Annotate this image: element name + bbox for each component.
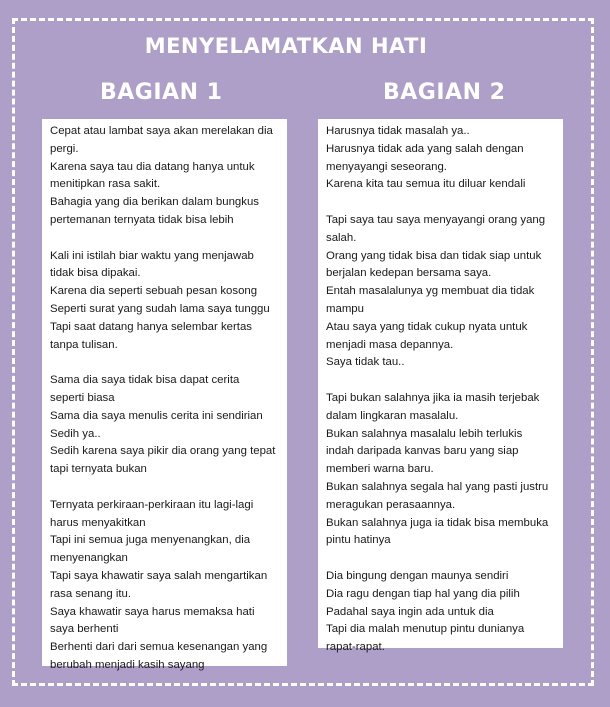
poem-line: dalam lingkaran masalalu.: [326, 409, 459, 422]
poem-line: Bukan salahnya segala hal yang pasti justru: [326, 480, 549, 493]
poem-line: Sedih ya..: [50, 427, 101, 440]
poem-line: pertemanan ternyata tidak bisa lebih: [50, 213, 234, 226]
poem-line: saya berhenti: [50, 623, 119, 636]
poem-line: Bukan salahnya juga ia tidak bisa membuka: [326, 516, 549, 529]
poem-line: tanpa tulisan.: [50, 338, 118, 351]
poem-line: menyayangi seseorang.: [326, 160, 447, 173]
poem-line: Saya khawatir saya harus memaksa hati: [50, 605, 255, 618]
poem-line: Tapi saya tau saya menyayangi orang yang: [326, 213, 546, 226]
poem-line: Sedih karena saya pikir dia orang yang tepat: [50, 445, 276, 458]
poem-line: Bukan salahnya masalalu lebih terlukis: [326, 427, 523, 440]
poem-line: meragukan perasaannya.: [326, 498, 456, 511]
poem-line: Sama dia saya tidak bisa dapat cerita: [50, 374, 240, 387]
poem-line: mampu: [326, 302, 364, 315]
poem-line: Orang yang tidak bisa dan tidak siap untuk: [326, 249, 542, 262]
poem-line: Harusnya tidak masalah ya..: [326, 125, 470, 137]
poem-line: Tapi dia malah menutup pintu dunianya: [326, 623, 525, 636]
poem-line: Padahal saya ingin ada untuk dia: [326, 605, 494, 618]
stanza-break: [326, 550, 563, 568]
stanza-break: [50, 354, 287, 372]
poem-line: Berhenti dari dari semua kesenangan yang: [50, 641, 268, 654]
poem-line: Dia bingung dengan maunya sendiri: [326, 569, 509, 582]
poem-line: Tapi bukan salahnya jika ia masih terjebak: [326, 391, 540, 404]
poem-line: menitipkan rasa sakit.: [50, 178, 161, 191]
poem-line: seperti biasa: [50, 391, 115, 404]
poem-line: menjadi masa depannya.: [326, 338, 454, 351]
part-1-heading: BAGIAN 1: [100, 80, 223, 105]
poem-line: Cepat atau lambat saya akan merelakan dia: [50, 125, 273, 137]
part-2-text-panel: [318, 119, 563, 654]
poem-line: Kali ini istilah biar waktu yang menjawab: [50, 249, 254, 262]
stanza-break: [326, 372, 563, 390]
poem-line: Sama dia saya menulis cerita ini sendirian: [50, 409, 263, 422]
poem-line: Karena dia seperti sebuah pesan kosong: [50, 285, 258, 298]
poem-line: rapat-rapat.: [326, 641, 385, 654]
poem-line: Saya tidak tau..: [326, 356, 405, 369]
poem-line: Bahagia yang dia berikan dalam bungkus: [50, 196, 259, 209]
poem-line: Karena kita tau semua itu diluar kendali: [326, 178, 526, 191]
page-title: MENYELAMATKAN HATI: [144, 34, 428, 58]
poem-line: Tapi saat datang hanya selembar kertas: [50, 320, 252, 333]
poem-line: indah daripada kanvas baru yang siap: [326, 445, 519, 458]
poem-line: tapi ternyata bukan: [50, 463, 147, 476]
poem-line: Karena saya tau dia datang hanya untuk: [50, 160, 255, 173]
poem-line: Atau saya yang tidak cukup nyata untuk: [326, 320, 528, 333]
poem-line: berubah menjadi kasih sayang: [50, 658, 205, 671]
poem-line: memberi warna baru.: [326, 463, 434, 476]
stanza-break: [50, 479, 287, 497]
poem-line: Tapi saya khawatir saya salah mengartikan: [50, 569, 268, 582]
poem-line: menyenangkan: [50, 552, 128, 565]
poem-line: Ternyata perkiraan-perkiraan itu lagi-lagi: [50, 498, 254, 511]
poem-line: Seperti surat yang sudah lama saya tunggu: [50, 302, 270, 315]
poem-line: pergi.: [50, 142, 79, 155]
stanza-break: [326, 194, 563, 212]
stanza-break: [50, 230, 287, 248]
poem-line: berjalan kedepan bersama saya.: [326, 267, 492, 280]
part-2-heading: BAGIAN 2: [383, 80, 506, 105]
part-1-text-panel: [42, 119, 287, 671]
poem-line: Entah masalalunya yg membuat dia tidak: [326, 285, 535, 298]
poem-line: rasa senang itu.: [50, 587, 132, 600]
poem-line: salah.: [326, 231, 357, 244]
poem-line: tidak bisa dipakai.: [50, 267, 141, 280]
poem-line: Tapi ini semua juga menyenangkan, dia: [50, 534, 251, 547]
poem-line: pintu hatinya: [326, 534, 391, 547]
poem-line: Dia ragu dengan tiap hal yang dia pilih: [326, 587, 520, 600]
poem-line: Harusnya tidak ada yang salah dengan: [326, 142, 524, 155]
poem-line: harus menyakitkan: [50, 516, 146, 529]
